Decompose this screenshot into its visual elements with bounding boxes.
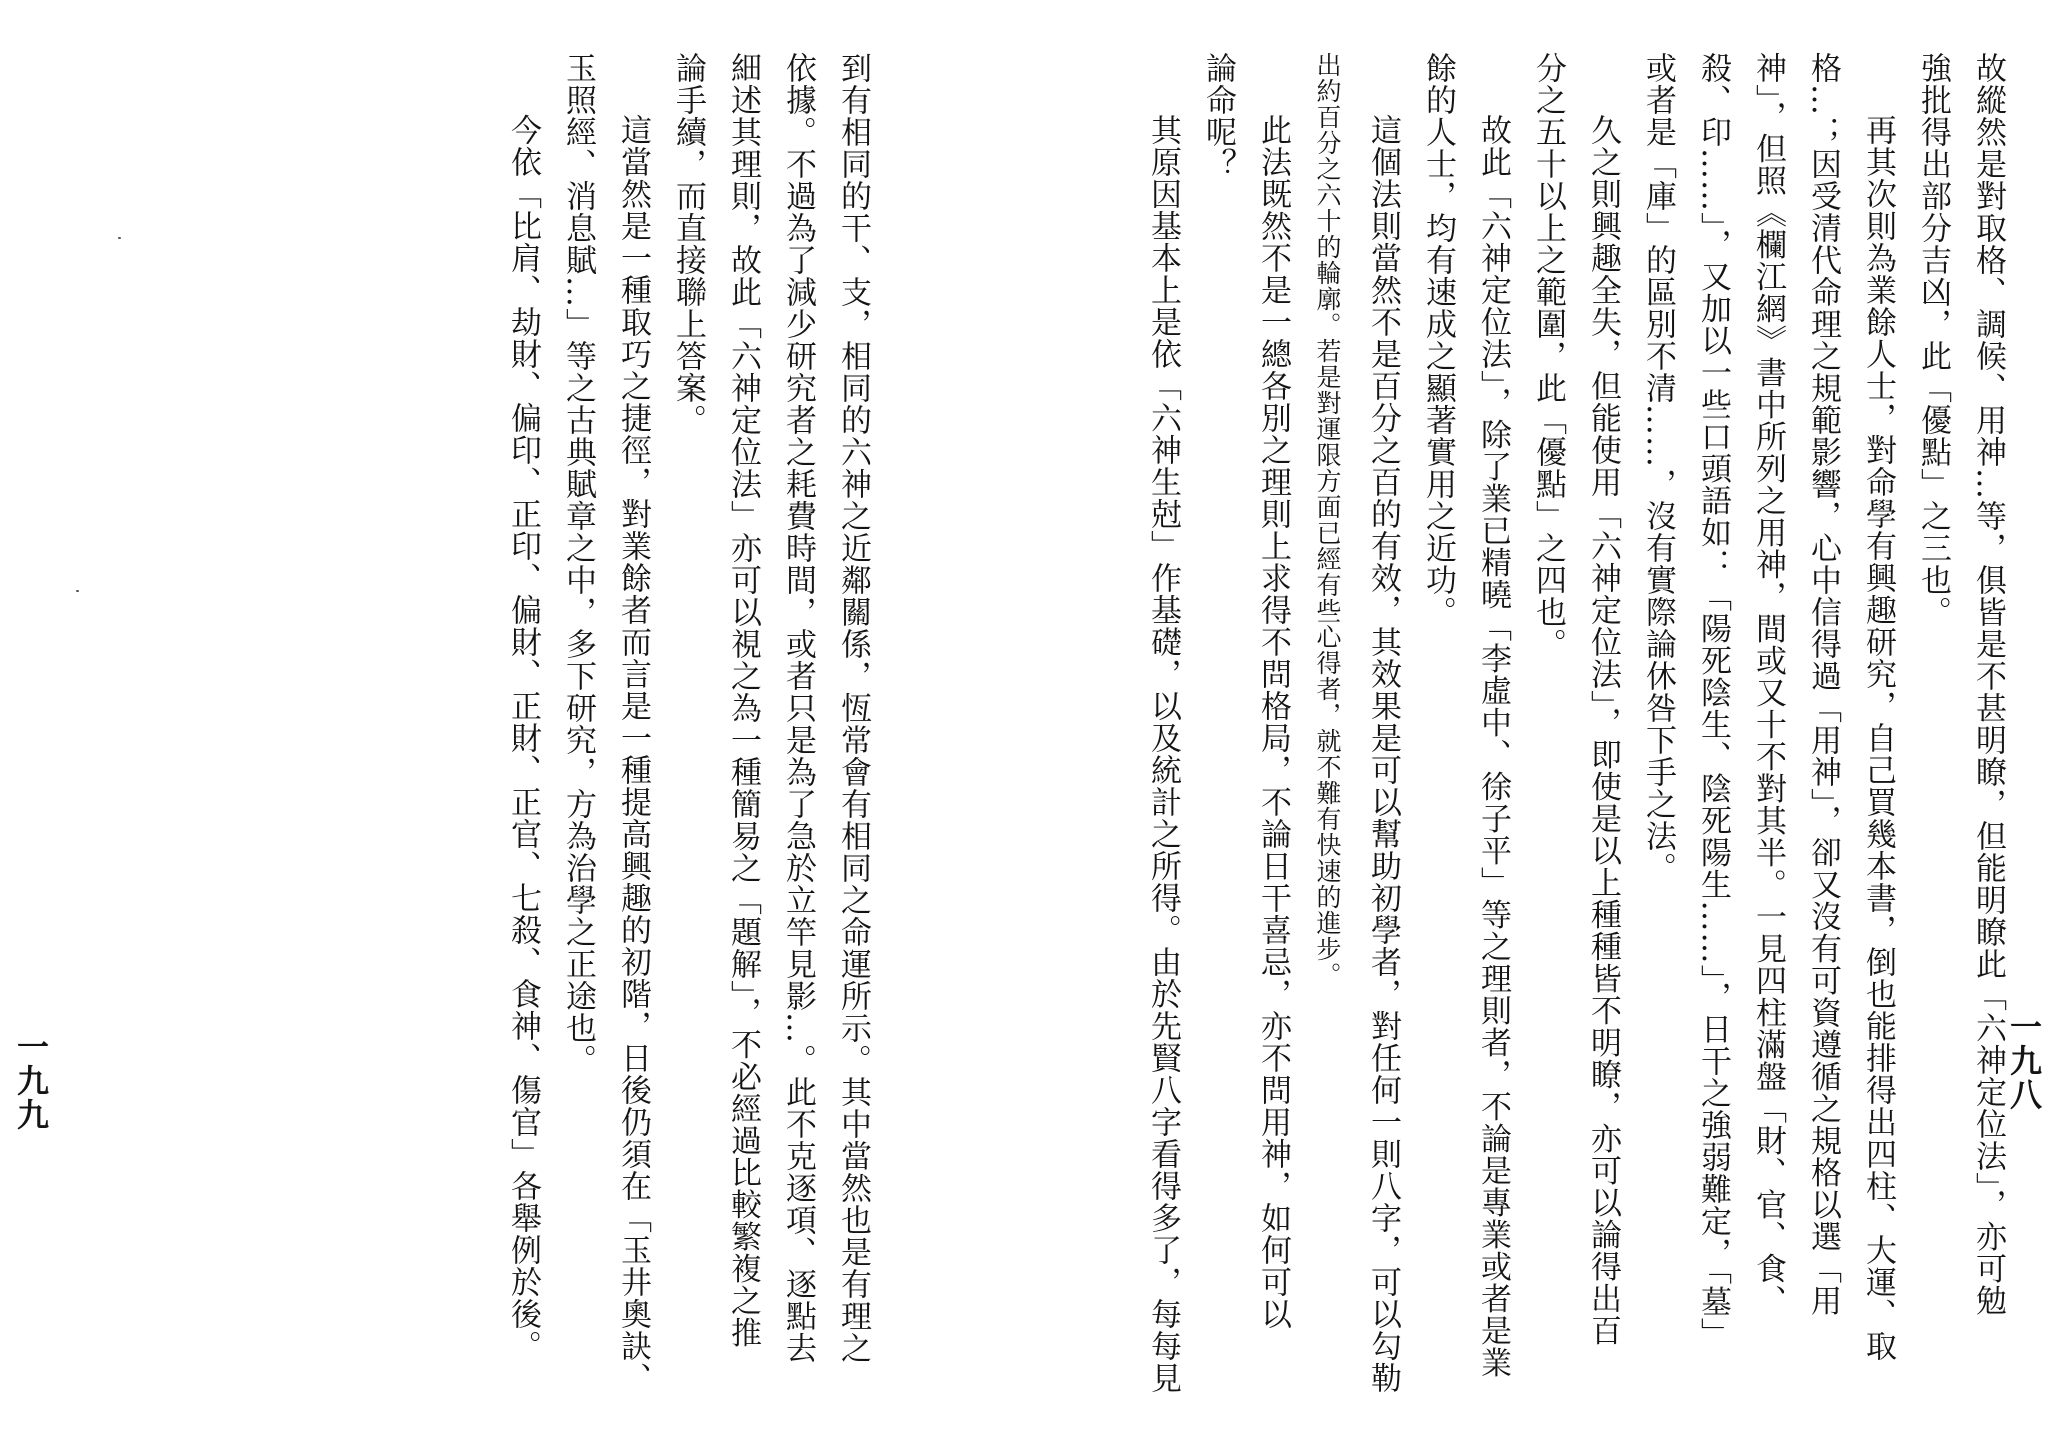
text-column: 依據。不過為了減少研究者之耗費時間，或者只是為了急於立竿見影…。此不克逐項、逐點去 xyxy=(780,52,816,1364)
text-column: 再其次則為業餘人士，對命學有興趣研究，自己買幾本書，倒也能排得出四柱、大運、取 xyxy=(1860,114,1896,1362)
right-page-text xyxy=(1135,52,2015,1432)
text-column: 神」，但照《欄江網》書中所列之用神，間或又十不對其半。一見四柱滿盤「財、官、食、 xyxy=(1750,52,1786,1317)
scan-speck xyxy=(76,590,79,592)
text-column: 故縱然是對取格、調候、用神…等，俱皆是不甚明瞭，但能明瞭此「六神定位法」，亦可勉 xyxy=(1970,52,2006,1317)
text-column: 或者是「庫」的區別不清……，沒有實際論休咎下手之法。 xyxy=(1640,52,1676,884)
text-column: 分之五十以上之範圍，此「優點」之四也。 xyxy=(1530,52,1566,660)
text-column: 故此「六神定位法」，除了業已精曉「李虛中、徐子平」等之理則者，不論是專業或者是業 xyxy=(1475,114,1511,1379)
text-column: 這當然是一種取巧之捷徑，對業餘者而言是一種提高興趣的初階，日後仍須在「玉井奧訣、 xyxy=(615,114,651,1394)
text-column: 久之則興趣全失，但能使用「六神定位法」，即使是以上種種皆不明瞭，亦可以論得出百 xyxy=(1585,114,1621,1347)
scan-speck xyxy=(118,237,121,239)
left-page-text xyxy=(495,52,880,1432)
text-column: 其原因基本上是依「六神生尅」作基礎，以及統計之所得。由於先賢八字看得多了，每每見 xyxy=(1145,114,1181,1394)
text-column: 玉照經、消息賦…」等之古典賦章之中，多下研究，方為治學之正途也。 xyxy=(560,52,596,1076)
text-column: 論手續，而直接聯上答案。 xyxy=(670,52,706,436)
text-column: 這個法則當然不是百分之百的有效，其效果是可以幫助初學者，對任何一則八字，可以勾勒 xyxy=(1365,114,1401,1394)
text-column: 殺、印……」，又加以一些口頭語如：「陽死陰生、陰死陽生……」，日干之強弱難定，「墓」 xyxy=(1695,52,1731,1350)
text-column: 格…；因受清代命理之規範影響，心中信得過「用神」，卻又沒有可資遵循之規格以選「用 xyxy=(1805,52,1841,1317)
text-column: 強批得出部分吉凶，此「優點」之三也。 xyxy=(1915,52,1951,628)
page-number-right: 一九八 xyxy=(2005,1010,2043,1112)
right-page xyxy=(1100,0,2051,1432)
page-number-left: 一九九 xyxy=(12,1030,50,1132)
text-column: 餘的人士，均有速成之顯著實用之近功。 xyxy=(1420,52,1456,628)
text-column: 論命呢？ xyxy=(1200,52,1236,180)
text-column: 到有相同的干、支，相同的六神之近鄰關係，恆常會有相同之命運所示。其中當然也是有理之 xyxy=(835,52,871,1364)
text-column: 今依「比肩、劫財、偏印、正印、偏財、正財、正官、七殺、食神、傷官」各舉例於後。 xyxy=(505,114,541,1362)
text-column: 出約百分之六十的輪廓。若是對運限方面已經有些心得者，就不難有快速的進步。 xyxy=(1313,52,1342,988)
text-column: 細述其理則，故此「六神定位法」亦可以視之為一種簡易之「題解」，不必經過比較繁複之推 xyxy=(725,52,761,1349)
text-column: 此法既然不是一總各別之理則上求得不問格局，不論日干喜忌，亦不問用神，如何可以 xyxy=(1255,114,1291,1330)
